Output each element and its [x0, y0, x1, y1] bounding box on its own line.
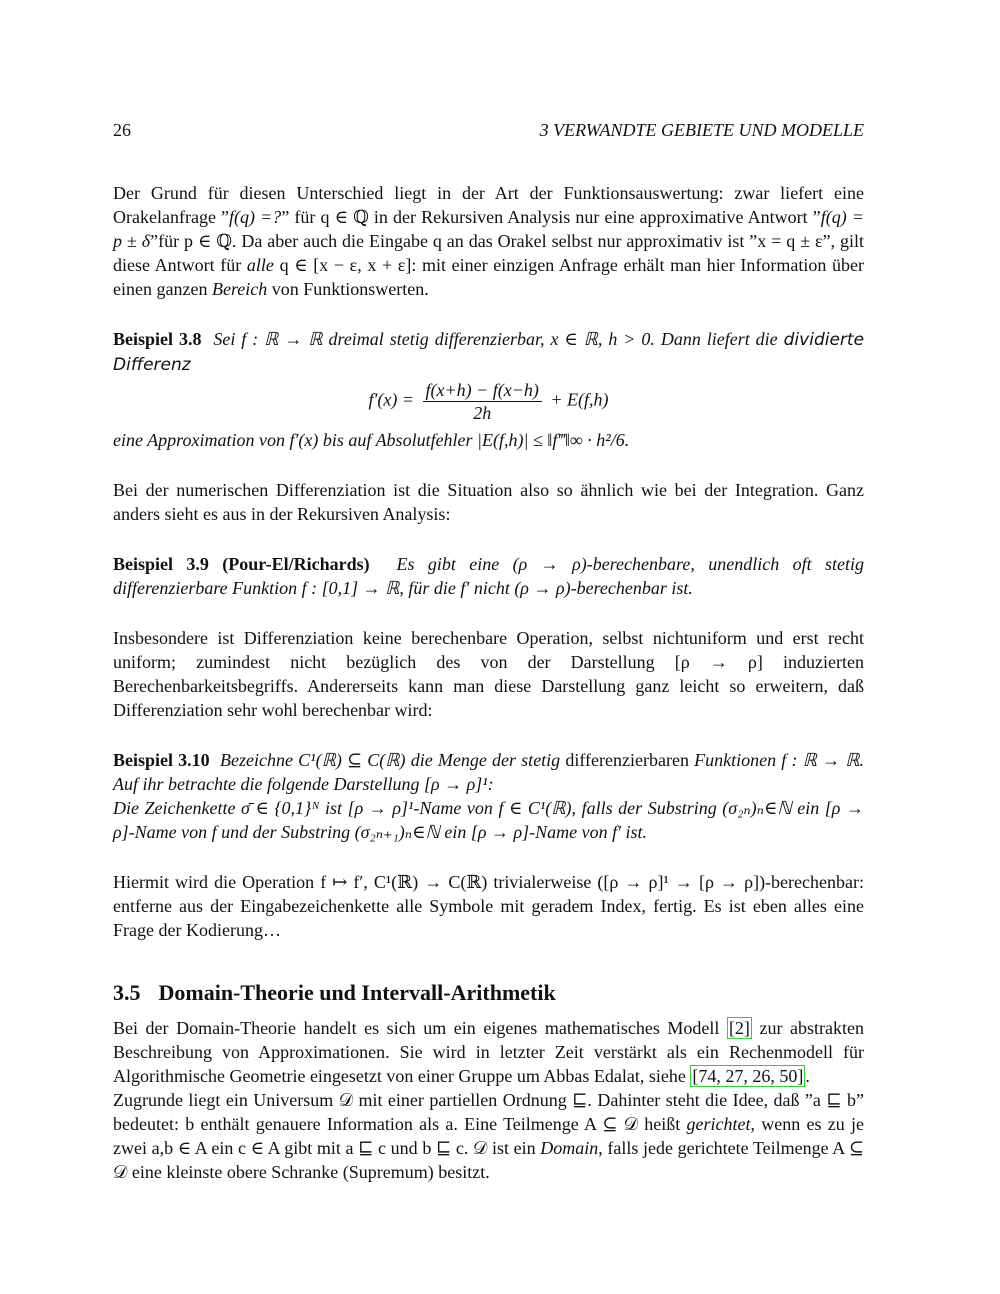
example-label: Beispiel 3.9 (Pour-El/Richards)	[113, 554, 370, 574]
paragraph-3: Insbesondere ist Differenziation keine berechenbare Operation, selbst nichtuniform und erst recht uniform; zumindest nicht bezüglich des von der Darstellung [ρ → ρ] induzierten Berechenbarkeitsbegriffs. Andererseits kann man diese Darstellung ganz leicht so erweitern, daß Differenziation sehr wohl berechenbar wird:	[113, 628, 864, 720]
section-title: Domain-Theorie und Intervall-Arithmetik	[158, 980, 556, 1005]
citation-link[interactable]: [2]	[728, 1018, 750, 1038]
example-label: Beispiel 3.10	[113, 750, 210, 770]
section-heading	[113, 978, 864, 1008]
citation-link[interactable]: [74, 27, 26, 50]	[692, 1066, 804, 1086]
paragraph-1: Der Grund für diesen Unterschied liegt in der Art der Funktionsauswertung: zwar liefert eine Orakelanfrage ”f(q) =?” für q ∈ ℚ in der Rekursiven Analysis nur eine approximative Antwort ”f(q) = p ± δ”für p ∈ ℚ. Da aber auch die Eingabe q an das Orakel selbst nur approximativ ist ”x = q ± ε”, gilt diese Antwort für alle q ∈ [x − ε, x + ε]: mit einer einzigen Anfrage erhält man hier Information über einen ganzen Bereich von Funktionswerten.	[113, 183, 865, 299]
paragraph-5: Bei der Domain-Theorie handelt es sich um ein eigenes mathematisches Modell [2] zur abstrakten Beschreibung von Approximationen. Sie wird in letzter Zeit verstärkt als ein Rechenmodell für Algorithmische Geometrie eingesetzt von einer Gruppe um Abbas Edalat, siehe [74, 27, 26, 50] .	[113, 1018, 865, 1086]
running-head	[113, 117, 864, 143]
example-label: Beispiel 3.8	[113, 329, 202, 349]
page-number: 26	[113, 120, 131, 140]
example-3-9: Beispiel 3.9 (Pour-El/Richards) Es gibt eine (ρ → ρ)-berechenbare, unendlich oft stetig differenzierbare Funktion f : [0,1] → ℝ, für die f′ nicht (ρ → ρ)-berechenbar ist.	[113, 554, 865, 598]
paragraph-6: Zugrunde liegt ein Universum 𝒟 mit einer partiellen Ordnung ⊑. Dahinter steht die Idee, daß ”a ⊑ b” bedeutet: b enthält genauere Information als a. Eine Teilmenge A ⊆ 𝒟 heißt gerichtet, wenn es zu je zwei a,b ∈ A ein c ∈ A gibt mit a ⊑ c und b ⊑ c. 𝒟 ist ein Domain, falls jede gerichtete Teilmenge A ⊆ 𝒟 eine kleinste obere Schranke (Supremum) besitzt.	[113, 1090, 864, 1182]
chapter-title: 3 VERWANDTE GEBIETE UND MODELLE	[539, 120, 864, 140]
section-number: 3.5	[113, 980, 141, 1005]
example-3-8: Beispiel 3.8 Sei f : ℝ → ℝ dreimal stetig differenzierbar, x ∈ ℝ, h > 0. Dann liefert die dividierte Differenz f′(x) = $\frac{f(x+h) - f(x-h)}{2h}$ + E(f,h) eine Approximation von f′(x) bis auf Absolutfehler |E(f,h)| ≤ ‖f‴‖∞ · h²/6.	[113, 329, 865, 450]
paragraph-2: Bei der numerischen Differenziation ist die Situation also so ähnlich wie bei der Integration. Ganz anders sieht es aus in der Rekursiven Analysis:	[113, 480, 864, 524]
formula-derivative: f′(x) = $\frac{f(x+h) - f(x-h)}{2h}$ + E(f,h)	[368, 380, 609, 423]
paragraph-4: Hiermit wird die Operation f ↦ f′, C¹(ℝ) → C(ℝ) trivialerweise ([ρ → ρ]¹ → [ρ → ρ])-berechenbar: entferne aus der Eingabezeichenkette alle Symbole mit geradem Index, fertig. Es ist eben alles eine Frage der Kodierung…	[113, 872, 864, 940]
page	[113, 117, 864, 1184]
example-3-10: Beispiel 3.10 Bezeichne C¹(ℝ) ⊆ C(ℝ) die Menge der stetig differenzierbaren Funktionen f : ℝ → ℝ. Auf ihr betrachte die folgende Darstellung [ρ → ρ]¹: Die Zeichenkette σ̄ ∈ {0,1}ᴺ ist [ρ → ρ]¹-Name von f ∈ C¹(ℝ), falls der Substring (σ₂ₙ)ₙ∈ℕ ein [ρ → ρ]-Name von f und der Substring (σ₂ₙ₊₁)ₙ∈ℕ ein [ρ → ρ]-Name von f′ ist.	[113, 750, 865, 842]
